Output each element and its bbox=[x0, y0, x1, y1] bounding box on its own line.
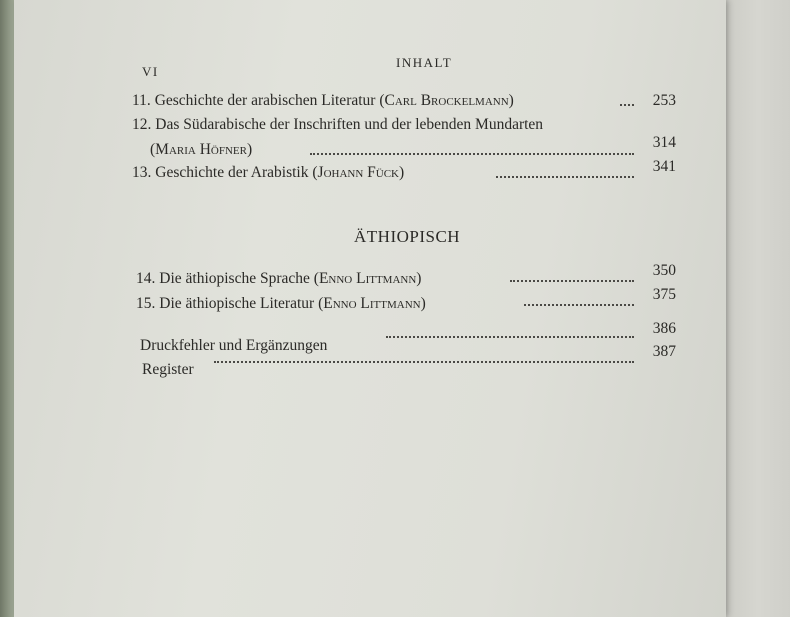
entry-number: 12. bbox=[132, 116, 152, 133]
leader-dots bbox=[496, 176, 634, 178]
toc-entry-register bbox=[142, 361, 194, 379]
toc-entry-14: 14. Die äthiopische Sprache (Enno Littmann) bbox=[136, 270, 422, 287]
entry-author: Johann Fück bbox=[317, 164, 400, 181]
section-heading: ÄTHIOPISCH bbox=[354, 227, 461, 246]
entry-number: 15. bbox=[136, 295, 156, 312]
entry-title: Die äthiopische Sprache bbox=[159, 270, 310, 287]
entry-page: 386 bbox=[652, 320, 676, 337]
entry-page: 314 bbox=[652, 134, 676, 151]
entry-title: Register bbox=[142, 361, 194, 378]
entry-title: Die äthiopische Literatur bbox=[159, 295, 315, 312]
entry-number: 11. bbox=[132, 92, 151, 109]
toc-entry-15: 15. Die äthiopische Literatur (Enno Littmann) bbox=[136, 295, 426, 312]
toc-entry-12 bbox=[132, 116, 543, 134]
page-folio: VI bbox=[142, 64, 159, 79]
leader-dots bbox=[620, 104, 634, 106]
leader-dots bbox=[310, 153, 634, 155]
toc-entry-11: 11. Geschichte der arabischen Literatur (Carl Brockelmann) bbox=[132, 92, 514, 109]
entry-page: 341 bbox=[652, 158, 676, 175]
entry-page: 253 bbox=[652, 92, 676, 109]
leader-dots bbox=[214, 361, 634, 363]
leader-dots bbox=[386, 336, 634, 338]
toc-entry-corrigenda bbox=[140, 337, 327, 355]
leader-dots bbox=[510, 280, 634, 282]
entry-author: Maria Höfner bbox=[155, 141, 247, 158]
entry-page: 350 bbox=[652, 262, 676, 279]
entry-title: Das Südarabische der Inschriften und der lebenden Mundarten bbox=[155, 116, 544, 133]
entry-title: Druckfehler und Ergänzungen bbox=[140, 337, 328, 354]
toc-entry-12-author-line: (Maria Höfner) bbox=[150, 141, 253, 158]
leader-dots bbox=[524, 304, 634, 306]
toc-entry-13: 13. Geschichte der Arabistik (Johann Fück) bbox=[132, 164, 405, 181]
entry-author: Carl Brockelmann bbox=[384, 92, 509, 109]
book-page bbox=[14, 0, 726, 617]
entry-author: Enno Littmann bbox=[323, 295, 421, 312]
entry-number: 14. bbox=[136, 270, 156, 287]
entry-page: 387 bbox=[652, 343, 676, 360]
running-head: INHALT bbox=[396, 55, 453, 70]
entry-title: Geschichte der arabischen Literatur bbox=[154, 92, 376, 109]
entry-number: 13. bbox=[132, 164, 152, 181]
entry-author: Enno Littmann bbox=[318, 270, 417, 287]
entry-title: Geschichte der Arabistik bbox=[155, 164, 309, 181]
entry-page: 375 bbox=[652, 286, 676, 303]
